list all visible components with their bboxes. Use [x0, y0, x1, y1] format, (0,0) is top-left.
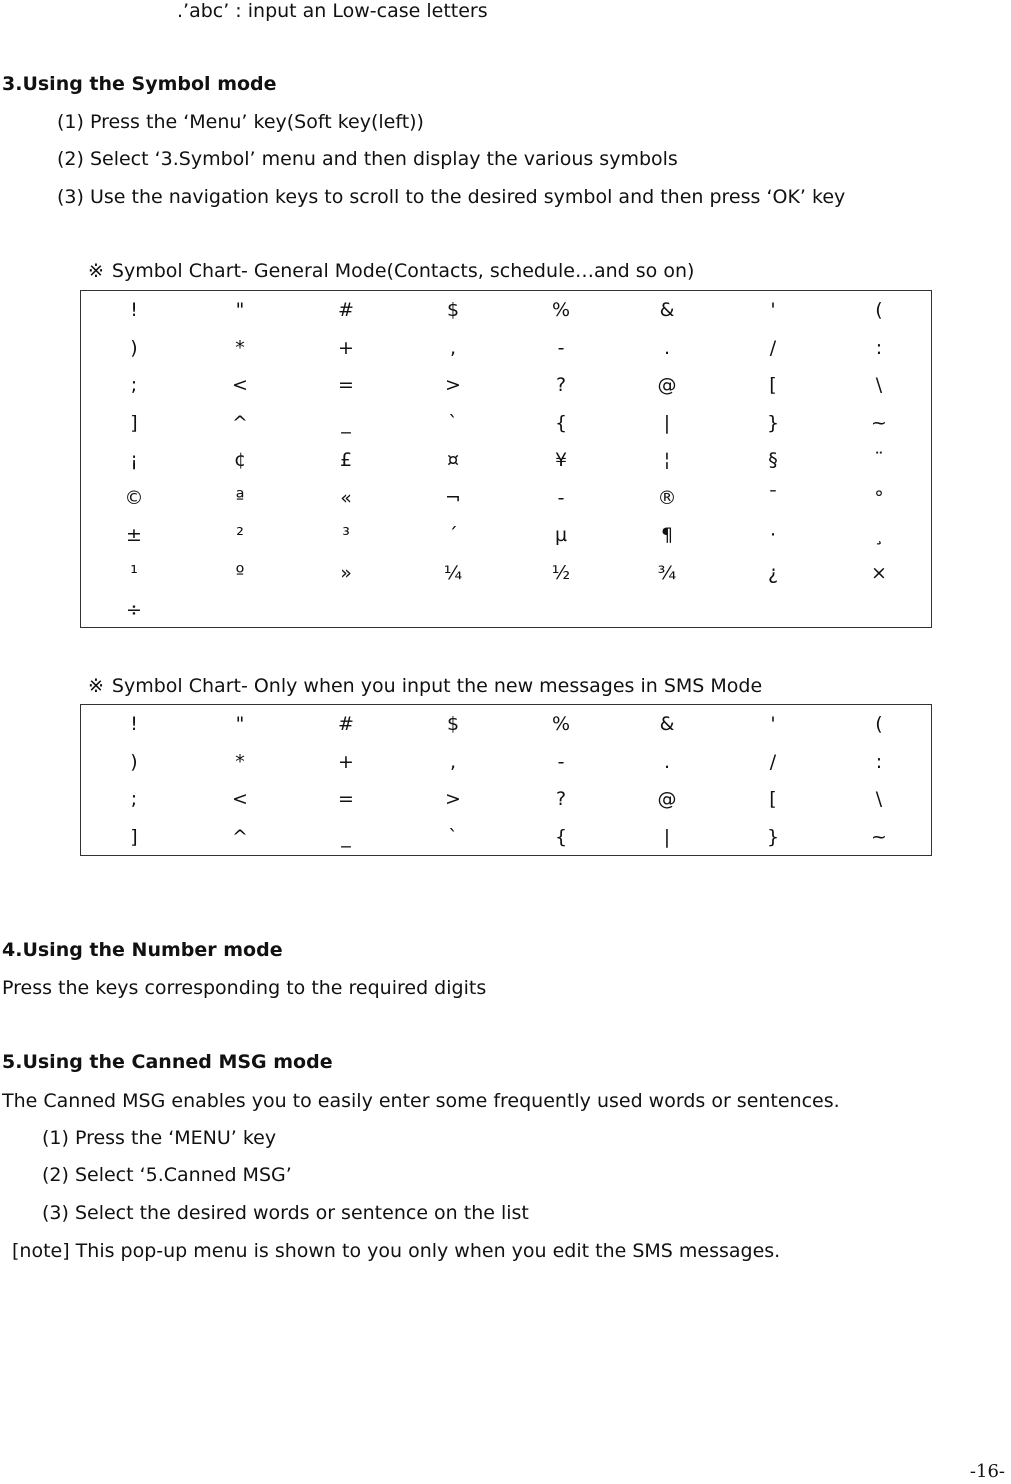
symbol-cell: %	[551, 299, 571, 321]
canned-step-1: (1) Press the ‘MENU’ key	[42, 1127, 277, 1149]
symbol-cell: &	[659, 713, 675, 735]
symbol-cell: º	[235, 561, 245, 584]
symbol-cell: ?	[555, 374, 567, 396]
symbol-row	[81, 555, 931, 593]
symbol-cell: |	[663, 825, 671, 848]
symbol-cell: -	[557, 750, 565, 773]
symbol-row	[81, 517, 931, 555]
symbol-cell: -	[557, 486, 565, 509]
symbol-cell: ¯	[768, 486, 778, 509]
symbol-cell: ´	[448, 524, 458, 546]
symbol-cell: }	[766, 825, 780, 848]
general-chart-title-text: Symbol Chart- General Mode(Contacts, schedule…and so on)	[111, 260, 695, 282]
page-number: -16-	[969, 1461, 1005, 1482]
general-symbol-table	[80, 290, 932, 628]
symbol-cell: |	[663, 411, 671, 434]
symbol-cell: -	[557, 336, 565, 359]
symbol-cell: /	[769, 750, 777, 773]
symbol-cell: ,	[449, 750, 457, 773]
symbol-cell: ]	[130, 411, 138, 434]
symbol-cell: «	[340, 486, 352, 509]
symbol-cell: ±	[126, 524, 142, 546]
canned-mode-text: The Canned MSG enables you to easily enter some frequently used words or sentences.	[2, 1090, 840, 1112]
symbol-cell: )	[130, 336, 138, 359]
abc-mode-line: .’abc’ : input an Low-case letters	[177, 0, 488, 22]
symbol-cell: ¶	[660, 524, 674, 546]
symbol-row	[81, 592, 931, 630]
symbol-cell: ³	[342, 524, 350, 546]
symbol-cell: ,	[449, 336, 457, 359]
symbol-cell: \	[875, 374, 883, 396]
symbol-cell: ¨	[874, 449, 884, 471]
symbol-cell: %	[551, 713, 571, 735]
symbol-cell: +	[338, 750, 354, 773]
symbol-cell: =	[338, 374, 354, 396]
symbol-cell: ;	[130, 374, 138, 396]
symbol-row	[81, 442, 931, 480]
symbol-cell: +	[338, 336, 354, 359]
symbol-mode-heading: 3.Using the Symbol mode	[2, 73, 277, 95]
symbol-cell: `	[448, 411, 458, 434]
symbol-cell: £	[339, 449, 353, 471]
symbol-cell: /	[769, 336, 777, 359]
canned-note: [note] This pop-up menu is shown to you only when you edit the SMS messages.	[12, 1240, 781, 1262]
symbol-cell: ¹	[130, 561, 138, 584]
symbol-row	[81, 744, 931, 782]
symbol-row	[81, 706, 931, 744]
symbol-cell: ¡	[130, 449, 138, 471]
symbol-row	[81, 292, 931, 330]
symbol-cell: #	[338, 713, 354, 735]
symbol-cell: "	[235, 713, 245, 735]
symbol-cell: °	[874, 486, 884, 509]
number-mode-text: Press the keys corresponding to the required digits	[2, 977, 487, 999]
symbol-step-1: (1) Press the ‘Menu’ key(Soft key(left))	[57, 111, 424, 133]
symbol-cell: ¼	[443, 561, 463, 584]
symbol-cell: ¾	[657, 561, 677, 584]
symbol-cell: ½	[551, 561, 571, 584]
symbol-cell: :	[875, 336, 883, 359]
symbol-cell: {	[554, 825, 568, 848]
reference-mark-icon: ※	[88, 675, 104, 697]
symbol-cell: "	[235, 299, 245, 321]
number-mode-heading: 4.Using the Number mode	[2, 939, 283, 961]
canned-mode-heading: 5.Using the Canned MSG mode	[2, 1051, 333, 1073]
canned-step-2: (2) Select ‘5.Canned MSG’	[42, 1164, 292, 1186]
symbol-cell: [	[769, 788, 777, 810]
symbol-cell: ?	[555, 788, 567, 810]
symbol-cell: ®	[657, 486, 677, 509]
symbol-cell: `	[448, 825, 458, 848]
symbol-row	[81, 781, 931, 819]
symbol-cell: ;	[130, 788, 138, 810]
symbol-cell: .	[663, 750, 671, 773]
symbol-cell: (	[875, 713, 883, 735]
general-chart-title	[88, 260, 694, 282]
symbol-cell: ^	[232, 411, 248, 434]
symbol-cell: ¥	[554, 449, 568, 471]
symbol-cell: !	[130, 299, 138, 321]
symbol-cell: ·	[769, 524, 777, 546]
symbol-cell: *	[235, 336, 245, 359]
symbol-cell: ~	[871, 411, 887, 434]
symbol-cell: >	[445, 788, 461, 810]
symbol-cell: ÷	[126, 599, 142, 621]
symbol-cell: ¢	[233, 449, 247, 471]
symbol-cell: &	[659, 299, 675, 321]
symbol-row	[81, 480, 931, 518]
symbol-cell: ©	[124, 486, 144, 509]
symbol-step-2: (2) Select ‘3.Symbol’ menu and then display the various symbols	[57, 148, 678, 170]
symbol-cell: =	[338, 788, 354, 810]
symbol-cell: \	[875, 788, 883, 810]
symbol-cell: »	[340, 561, 352, 584]
symbol-cell: ¿	[767, 561, 779, 584]
sms-chart-title-text: Symbol Chart- Only when you input the new messages in SMS Mode	[111, 675, 763, 697]
symbol-cell: ¬	[445, 486, 461, 509]
symbol-cell: {	[554, 411, 568, 434]
symbol-cell: ^	[232, 825, 248, 848]
symbol-cell: <	[232, 788, 248, 810]
symbol-cell: .	[663, 336, 671, 359]
symbol-row	[81, 405, 931, 443]
symbol-row	[81, 367, 931, 405]
symbol-cell: ²	[236, 524, 244, 546]
symbol-cell: ×	[871, 561, 887, 584]
symbol-cell: @	[657, 788, 677, 810]
symbol-cell: >	[445, 374, 461, 396]
symbol-cell: _	[341, 411, 351, 434]
symbol-cell: ¤	[446, 449, 460, 471]
sms-symbol-table	[80, 704, 932, 856]
symbol-cell: <	[232, 374, 248, 396]
symbol-cell: #	[338, 299, 354, 321]
reference-mark-icon: ※	[88, 260, 104, 282]
symbol-cell: [	[769, 374, 777, 396]
symbol-cell: '	[770, 713, 776, 735]
symbol-row	[81, 819, 931, 857]
symbol-cell: ~	[871, 825, 887, 848]
symbol-cell: !	[130, 713, 138, 735]
symbol-cell: (	[875, 299, 883, 321]
symbol-cell: $	[446, 713, 460, 735]
symbol-cell: _	[341, 825, 351, 848]
symbol-cell: $	[446, 299, 460, 321]
symbol-cell: §	[768, 449, 778, 471]
symbol-cell: ¦	[663, 449, 671, 471]
symbol-cell: :	[875, 750, 883, 773]
symbol-cell: ¸	[874, 524, 884, 546]
symbol-cell: ª	[235, 486, 245, 509]
symbol-cell: }	[766, 411, 780, 434]
symbol-cell: @	[657, 374, 677, 396]
symbol-cell: '	[770, 299, 776, 321]
symbol-cell: µ	[554, 524, 568, 546]
symbol-cell: *	[235, 750, 245, 773]
canned-step-3: (3) Select the desired words or sentence on the list	[42, 1202, 529, 1224]
symbol-row	[81, 330, 931, 368]
symbol-step-3: (3) Use the navigation keys to scroll to the desired symbol and then press ‘OK’ key	[57, 186, 846, 208]
symbol-cell: )	[130, 750, 138, 773]
sms-chart-title	[88, 675, 762, 697]
symbol-cell: ]	[130, 825, 138, 848]
